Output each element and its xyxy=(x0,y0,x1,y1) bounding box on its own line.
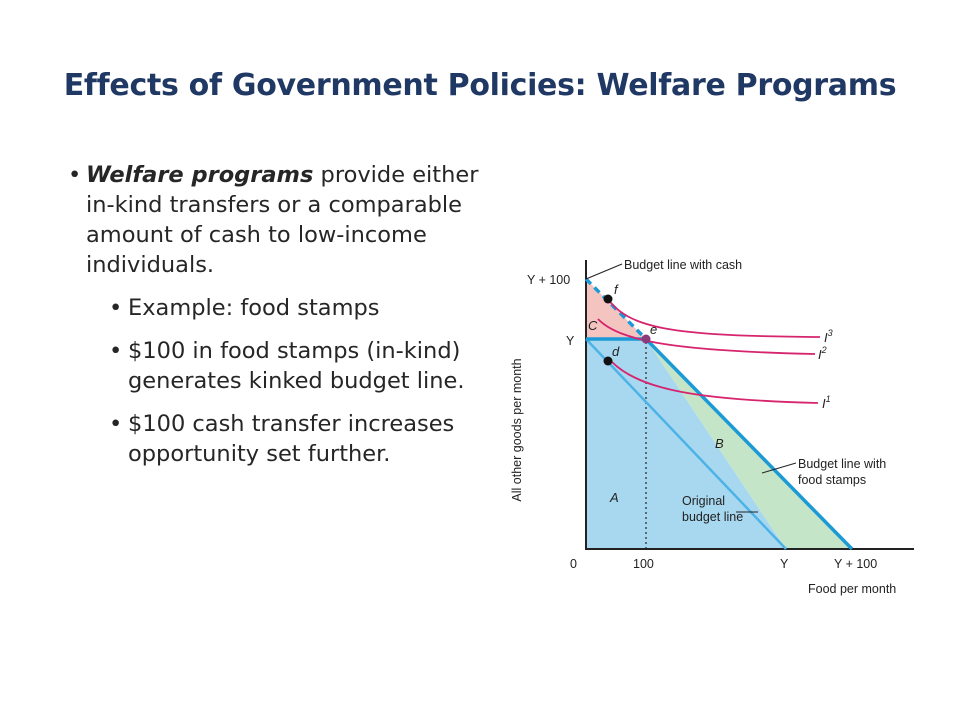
budget-diagram xyxy=(500,250,940,610)
curve-label-i3 xyxy=(824,328,833,345)
sub-bullet xyxy=(109,409,488,469)
curve-label-i2-sup: 2 xyxy=(821,345,827,355)
curve-label-i1 xyxy=(822,394,831,411)
x-tick-100: 100 xyxy=(633,557,654,571)
bullet-main xyxy=(68,160,488,280)
point-label-e: e xyxy=(650,322,658,337)
bullet-main-text: provide either in-kind transfers or a comparable amount of cash to low-income individuals. xyxy=(86,162,479,278)
region-label-b: B xyxy=(715,436,724,451)
y-tick-y: Y xyxy=(566,334,575,348)
sub-bullet-text: Example: food stamps xyxy=(128,295,380,321)
original-line-callout-1: Original xyxy=(682,494,726,508)
original-line-callout-2: budget line xyxy=(682,510,744,524)
y-tick-y-plus-100: Y + 100 xyxy=(527,273,571,287)
y-axis-title: All other goods per month xyxy=(510,358,524,502)
cash-line-callout: Budget line with cash xyxy=(624,258,743,272)
x-axis-title: Food per month xyxy=(808,582,897,596)
point-label-d: d xyxy=(612,344,620,359)
curve-label-i2 xyxy=(818,345,827,362)
curve-label-i3-base: I xyxy=(824,330,828,345)
x-tick-y-plus-100: Y + 100 xyxy=(834,557,878,571)
sub-bullet-text: $100 cash transfer increases opportunity set further. xyxy=(128,411,455,467)
curve-label-i1-base: I xyxy=(822,396,826,411)
curve-label-i1-sup: 1 xyxy=(825,394,831,404)
bullet-dot: • xyxy=(109,411,123,437)
bullet-dot: • xyxy=(68,162,82,188)
x-tick-0: 0 xyxy=(570,557,577,571)
region-label-c: C xyxy=(588,318,598,333)
curve-label-i3-sup: 3 xyxy=(827,328,833,338)
bullet-dot: • xyxy=(109,338,123,364)
bullet-term: Welfare programs xyxy=(86,162,314,188)
bullet-list xyxy=(68,160,488,469)
curve-label-i2-base: I xyxy=(818,347,822,362)
food-stamps-callout-1: Budget line with xyxy=(798,457,887,471)
point-label-f: f xyxy=(614,282,618,297)
x-tick-y: Y xyxy=(780,557,789,571)
food-stamps-callout-2: food stamps xyxy=(798,473,867,487)
sub-bullet-text: $100 in food stamps (in-kind) generates kinked budget line. xyxy=(128,338,465,394)
budget-diagram-svg xyxy=(500,250,940,610)
sub-bullet xyxy=(109,336,488,396)
slide-title: Effects of Government Policies: Welfare Programs xyxy=(63,68,897,103)
region-label-a: A xyxy=(610,490,619,505)
bullet-dot: • xyxy=(109,295,123,321)
sub-bullet xyxy=(109,293,488,323)
cash-callout-leader xyxy=(586,264,622,279)
point-f xyxy=(604,295,613,304)
